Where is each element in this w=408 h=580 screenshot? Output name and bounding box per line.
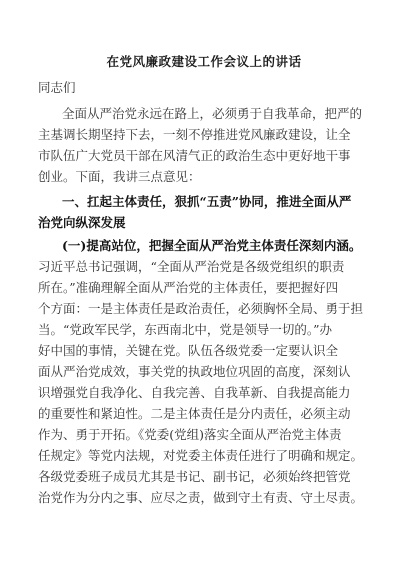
paragraph-2-line-8: 的重要性和紧迫性。二是主体责任是分内责任，必须主动	[38, 406, 351, 421]
subsection-heading-1: (一)提高站位，把握全面从严治党主体责任深刻内涵。	[62, 238, 362, 253]
paragraph-2-line-7: 识增强党自我净化、自我完善、自我革新、自我提高能力	[38, 385, 351, 400]
paragraph-2-line-11: 各级党委班子成员尤其是书记、副书记，必须始终把管党	[38, 469, 351, 484]
paragraph-2-line-12: 治党作为分内之事、应尽之责，做到守土有责、守土尽责。	[38, 490, 364, 505]
paragraph-2-line-10: 任规定》等党内法规，对党委主体责任进行了明确和规定。	[38, 448, 364, 463]
paragraph-2-line-5: 好中国的事情，关键在党。队伍各级党委一定要认识全	[38, 343, 339, 358]
paragraph-2-line-2: 所在。”准确理解全面从严治党的主体责任，要把握好四	[38, 280, 339, 295]
section-heading-1-line-2: 治党向纵深发展	[38, 215, 126, 230]
paragraph-2-line-9: 作为、勇于开拓。《党委(党组)落实全面从严治党主体责	[38, 427, 342, 442]
paragraph-2-line-3: 个方面：一是主体责任是政治责任，必须胸怀全局、勇于担	[38, 301, 364, 316]
section-heading-1-line-1: 一、扛起主体责任，狠抓“五责”协同，推进全面从严	[62, 194, 352, 209]
paragraph-1-line-1: 全面从严治党永远在路上，必须勇于自我革命，把严的	[62, 106, 363, 121]
paragraph-1-line-4: 创业。下面，我讲三点意见：	[38, 169, 201, 184]
paragraph-2-line-1: 习近平总书记强调，“全面从严治党是各级党组织的职责	[38, 259, 345, 274]
paragraph-1-line-3: 市队伍广大党员干部在风清气正的政治生态中更好地干事	[38, 148, 351, 163]
salutation: 同志们	[38, 80, 76, 95]
paragraph-2-line-4: 当。“党政军民学，东西南北中，党是领导一切的。”办	[38, 322, 333, 337]
paragraph-1-line-2: 主基调长期坚持下去，一刻不停推进党风廉政建设，让全	[38, 127, 351, 142]
document-title: 在党风廉政建设工作会议上的讲话	[106, 54, 302, 69]
paragraph-2-line-6: 面从严治党成效，事关党的执政地位巩固的高度，深刻认	[38, 364, 351, 379]
